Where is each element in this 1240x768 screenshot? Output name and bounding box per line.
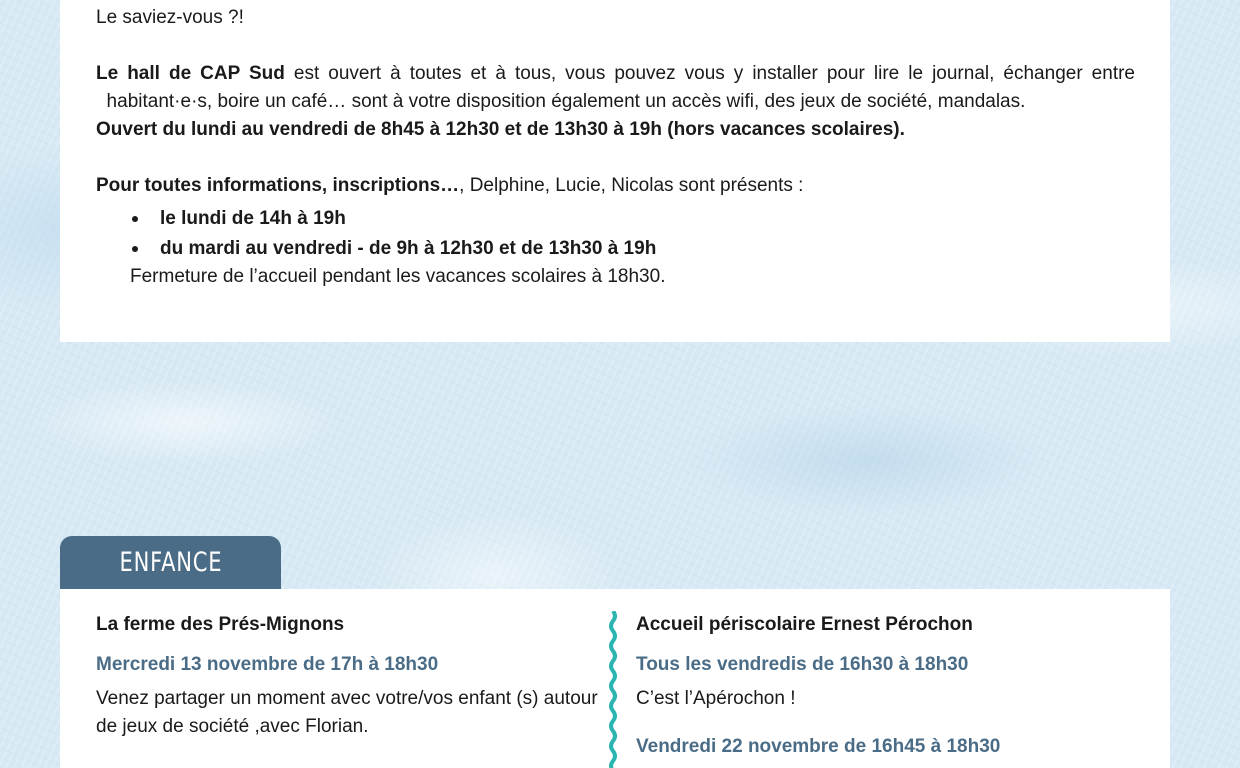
section-title: ENFANCE — [119, 547, 222, 578]
event-description: C’est l’Apérochon ! — [636, 688, 796, 709]
event-date: Mercredi 13 novembre de 17h à 18h30 — [96, 654, 439, 675]
schedule-item-label: le lundi de 14h à 19h — [160, 208, 346, 229]
contact-paragraph — [96, 172, 1135, 200]
event-column-right — [636, 611, 1136, 761]
event-date: Tous les vendredis de 16h30 à 18h30 — [636, 654, 969, 675]
contact-lead: Pour toutes informations, inscriptions… — [96, 175, 460, 196]
event-title: La ferme des Prés-Mignons — [96, 614, 345, 635]
list-item — [130, 204, 1135, 234]
hall-paragraph — [96, 60, 1135, 116]
hall-description: est ouvert à toutes et à tous, vous pouvez vous y installer pour lire le journal, échanger entre habitant·e·s, boire un café… sont à votre disposition également un accès wifi, des jeux de société, mandalas. — [96, 63, 1135, 112]
wavy-divider — [608, 611, 618, 768]
intro-text: Le saviez-vous ?! — [96, 7, 244, 28]
bullet-icon — [132, 216, 138, 222]
event-description: Venez partager un moment avec votre/vos enfant (s) autour de jeux de société ,avec Florian. — [96, 688, 598, 737]
event-column-left — [96, 611, 601, 741]
spacer — [96, 144, 1135, 172]
closing-note: Fermeture de l’accueil pendant les vacances scolaires à 18h30. — [130, 266, 666, 287]
event-title: Accueil périscolaire Ernest Pérochon — [636, 614, 973, 635]
opening-hours: Ouvert du lundi au vendredi de 8h45 à 12h30 et de 13h30 à 19h (hors vacances scolaires). — [96, 119, 905, 140]
info-card — [60, 0, 1170, 342]
hall-name: Le hall de CAP Sud — [96, 63, 285, 84]
schedule-list — [96, 204, 1135, 264]
spacer — [96, 32, 1135, 60]
event-date-secondary: Vendredi 22 novembre de 16h45 à 18h30 — [636, 736, 1001, 757]
section-tab-enfance — [60, 536, 281, 589]
bullet-icon — [132, 246, 138, 252]
enfance-card — [60, 589, 1170, 768]
contact-staff: , Delphine, Lucie, Nicolas sont présents : — [459, 175, 804, 196]
schedule-item-label: du mardi au vendredi - de 9h à 12h30 et de 13h30 à 19h — [160, 238, 657, 259]
list-item — [130, 234, 1135, 264]
